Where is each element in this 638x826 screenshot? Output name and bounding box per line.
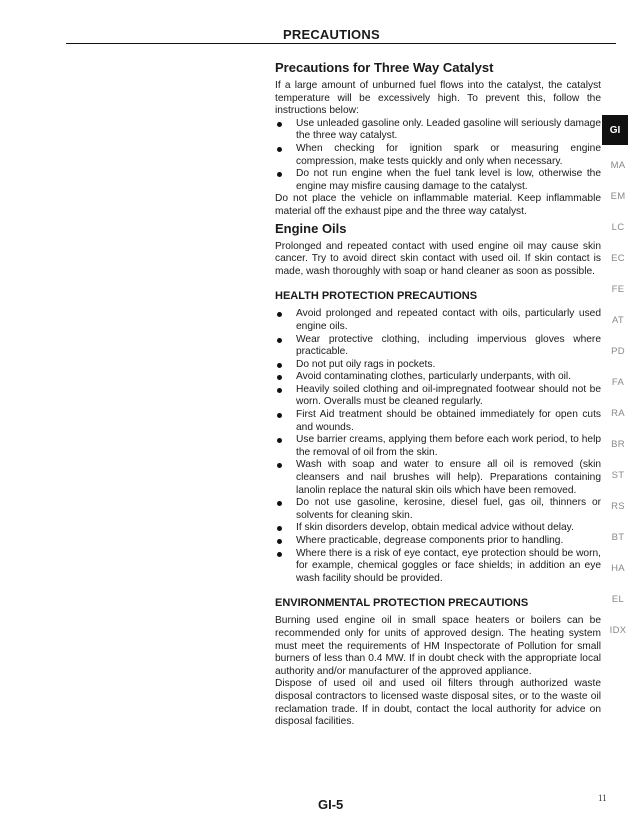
- list-item: Avoid contaminating clothes, particularly underpants, with oil.: [275, 371, 601, 384]
- section-tab-pd[interactable]: PD: [611, 346, 625, 357]
- environmental-heading: ENVIRONMENTAL PROTECTION PRECAUTIONS: [275, 597, 529, 610]
- list-item: Do not use gasoline, kerosine, diesel fuel, gas oil, thinners or solvents for cleaning skin.: [275, 497, 601, 522]
- list-item: Do not run engine when the fuel tank level is low, otherwise the engine may misfire causing damage to the catalyst.: [275, 168, 601, 193]
- list-item: Wash with soap and water to ensure all oil is removed (skin cleansers and nail brushes will help). Preparations containing lanolin replace the natural skin oils which have been removed.: [275, 459, 601, 497]
- section-tab-at[interactable]: AT: [611, 315, 625, 326]
- section-tab-bt[interactable]: BT: [611, 532, 625, 543]
- catalyst-list: [275, 118, 601, 194]
- catalyst-outro: Do not place the vehicle on inflammable material. Keep inflammable material off the exhaust pipe and the three way catalyst.: [275, 193, 601, 217]
- section-tab-ra[interactable]: RA: [611, 408, 625, 419]
- catalyst-heading: Precautions for Three Way Catalyst: [275, 60, 494, 75]
- section-tab-idx[interactable]: IDX: [609, 625, 627, 636]
- environmental-para-2: Dispose of used oil and used oil filters through authorized waste disposal contractors to licensed waste disposal sites, or to the waste oil reclamation trade. If in doubt, contact the local authority for advice on disposal facilities.: [275, 678, 601, 728]
- list-item: Where practicable, degrease components prior to handling.: [275, 535, 601, 548]
- section-tab-ec[interactable]: EC: [611, 253, 625, 264]
- section-tab-fe[interactable]: FE: [611, 284, 625, 295]
- section-tab-el[interactable]: EL: [611, 594, 625, 605]
- catalyst-intro: If a large amount of unburned fuel flows into the catalyst, the catalyst temperature will be excessively high. To prevent this, follow the instructions below:: [275, 80, 601, 117]
- health-heading: HEALTH PROTECTION PRECAUTIONS: [275, 290, 478, 303]
- list-item: Where there is a risk of eye contact, eye protection should be worn, for example, chemical goggles or face shields; in addition an eye wash facility should be provided.: [275, 548, 601, 586]
- engine-oils-body: Prolonged and repeated contact with used engine oil may cause skin cancer. Try to avoid direct skin contact with used oil. If skin contact is made, wash thoroughly with soap or hand cleaner as soon as possible.: [275, 240, 601, 277]
- engine-oils-heading: Engine Oils: [275, 220, 347, 236]
- main-content: [275, 60, 601, 729]
- list-item: Heavily soiled clothing and oil-impregnated footwear should not be worn. Overalls must be cleaned regularly.: [275, 384, 601, 409]
- section-tab-st[interactable]: ST: [611, 470, 625, 481]
- list-item: First Aid treatment should be obtained immediately for open cuts and wounds.: [275, 409, 601, 434]
- page-title: PRECAUTIONS: [283, 27, 380, 42]
- section-tab-em[interactable]: EM: [610, 191, 626, 202]
- section-tab-ma[interactable]: MA: [610, 160, 626, 171]
- list-item: If skin disorders develop, obtain medical advice without delay.: [275, 522, 601, 535]
- section-tab-ha[interactable]: HA: [611, 563, 625, 574]
- section-tab-br[interactable]: BR: [611, 439, 625, 450]
- list-item: Use barrier creams, applying them before each work period, to help the removal of oil from the skin.: [275, 434, 601, 459]
- section-tab-lc[interactable]: LC: [611, 222, 625, 233]
- list-item: Use unleaded gasoline only. Leaded gasoline will seriously damage the three way catalyst.: [275, 118, 601, 143]
- environmental-para-1: Burning used engine oil in small space heaters or boilers can be recommended only for units of approved design. The heating system must meet the requirements of HM Inspectorate of Pollution for small burners of less than 0.4 MW. If in doubt check with the appropriate local authority and/or manufacturer of the approved appliance.: [275, 615, 601, 677]
- list-item: Do not put oily rags in pockets.: [275, 359, 601, 372]
- health-list: [275, 308, 601, 585]
- section-tab-fa[interactable]: FA: [611, 377, 625, 388]
- section-tab-gi[interactable]: GI: [602, 115, 628, 145]
- section-tab-rs[interactable]: RS: [611, 501, 625, 512]
- sheet-number: 11: [598, 793, 607, 803]
- list-item: Wear protective clothing, including impervious gloves where practicable.: [275, 334, 601, 359]
- side-index: [604, 150, 632, 646]
- list-item: When checking for ignition spark or measuring engine compression, make tests quickly and only when necessary.: [275, 143, 601, 168]
- list-item: Avoid prolonged and repeated contact with oils, particularly used engine oils.: [275, 308, 601, 333]
- title-rule: [66, 43, 616, 44]
- page-number: GI-5: [318, 797, 344, 812]
